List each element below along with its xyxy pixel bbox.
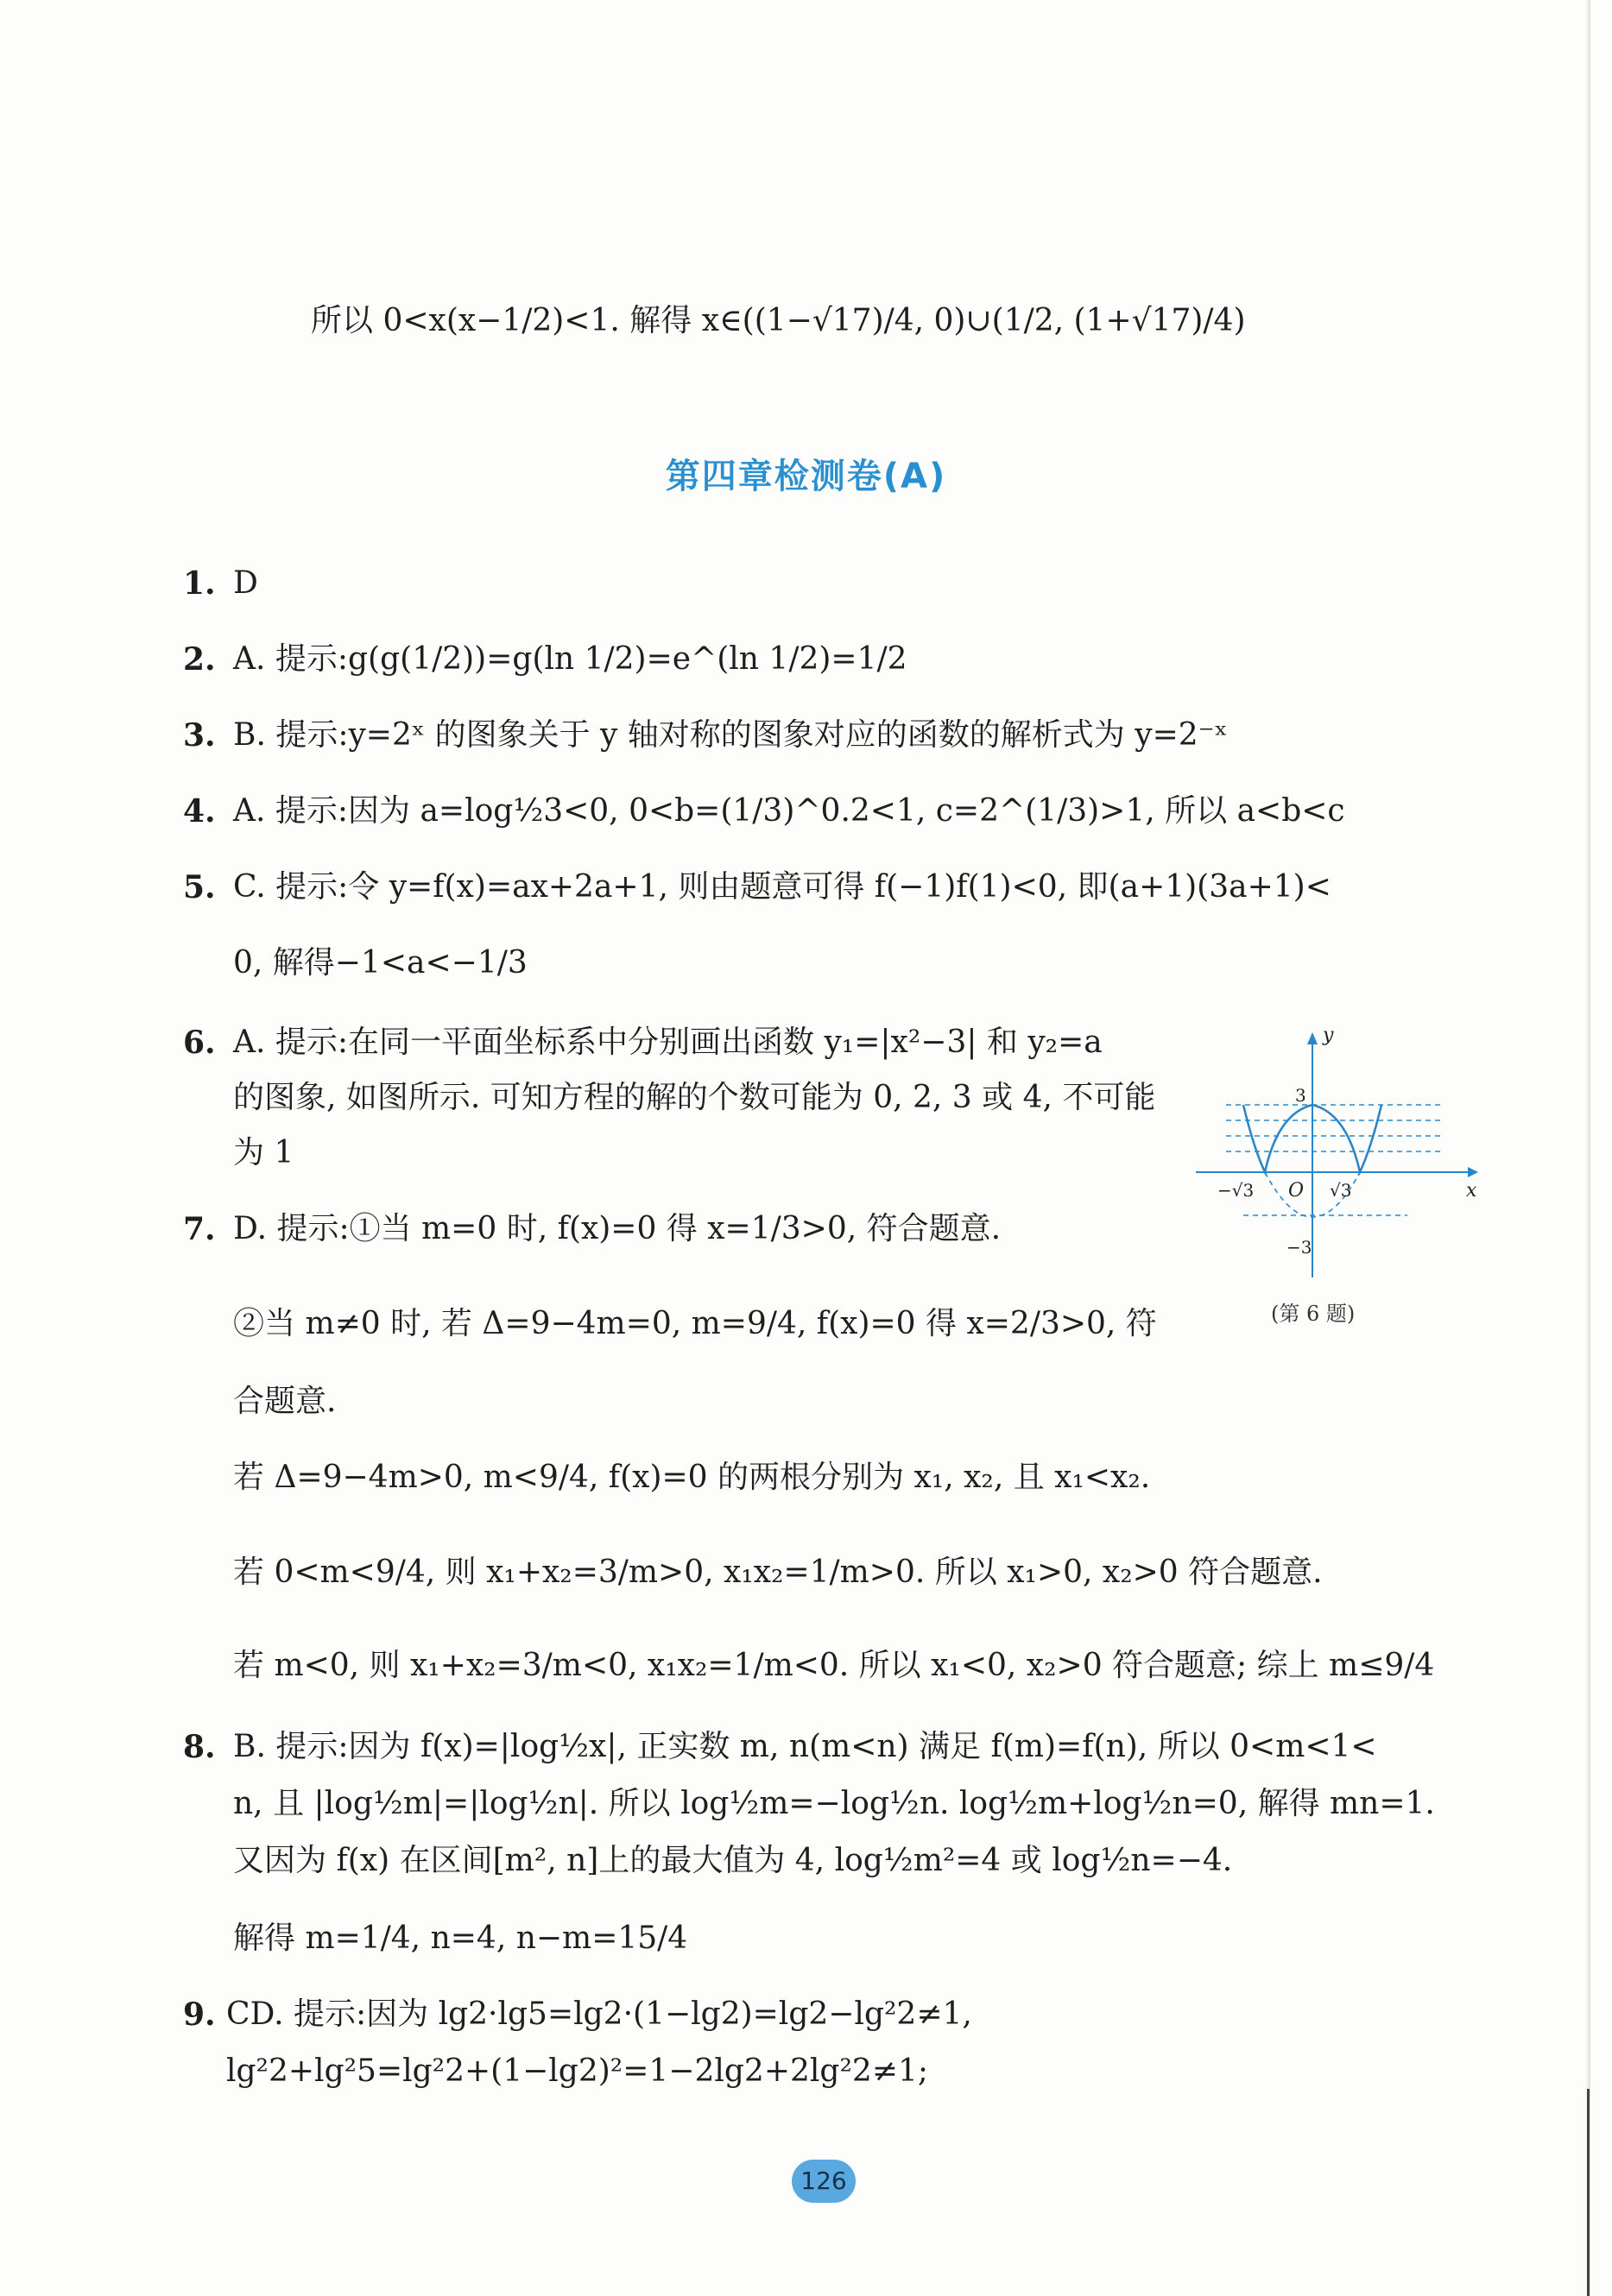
item-number: 3. bbox=[183, 717, 216, 754]
x-axis-label: x bbox=[1466, 1180, 1477, 1202]
item-7-line-6: 若 m<0, 则 x₁+x₂=3/m<0, x₁x₂=1/m<0. 所以 x₁<0, x₂>0 符合题意; 综上 m≤9/4 bbox=[233, 1648, 1435, 1683]
continuation-line: 所以 0<x(x−1/2)<1. 解得 x∈((1−√17)/4, 0)∪(1/2, (1+√17)/4) bbox=[311, 303, 1246, 338]
item-number: 9. bbox=[183, 1996, 216, 2033]
item-3-line-1: B. 提示:y=2ˣ 的图象关于 y 轴对称的图象对应的函数的解析式为 y=2⁻ˣ bbox=[233, 717, 1228, 753]
item-number: 5. bbox=[183, 869, 216, 905]
item-number: 8. bbox=[183, 1729, 216, 1765]
function-graph-figure bbox=[1192, 1019, 1485, 1303]
y-axis-label: y bbox=[1323, 1025, 1334, 1046]
binding-edge-line bbox=[1587, 2089, 1590, 2296]
item-2-line-1: A. 提示:g(g(1/2))=g(ln 1/2)=e^(ln 1/2)=1/2 bbox=[233, 641, 907, 677]
item-1-line-1: D bbox=[233, 565, 258, 601]
item-number: 6. bbox=[183, 1025, 216, 1061]
item-6-line-2: 的图象, 如图所示. 可知方程的解的个数可能为 0, 2, 3 或 4, 不可能 bbox=[233, 1080, 1156, 1115]
item-7-line-2: ②当 m≠0 时, 若 Δ=9−4m=0, m=9/4, f(x)=0 得 x=2/3>0, 符 bbox=[233, 1306, 1157, 1341]
x-axis-arrow bbox=[1468, 1167, 1478, 1177]
item-number: 2. bbox=[183, 641, 216, 678]
item-7-line-3: 合题意. bbox=[233, 1384, 337, 1419]
section-title: 第四章检测卷(A) bbox=[665, 457, 947, 496]
origin-label: O bbox=[1288, 1180, 1305, 1202]
item-7-line-5: 若 0<m<9/4, 则 x₁+x₂=3/m>0, x₁x₂=1/m>0. 所以 x₁>0, x₂>0 符合题意. bbox=[233, 1555, 1323, 1590]
figure-caption: (第 6 题) bbox=[1271, 1302, 1356, 1326]
item-6-line-3: 为 1 bbox=[233, 1135, 294, 1170]
y-axis-arrow bbox=[1307, 1032, 1318, 1044]
item-6-line-1: A. 提示:在同一平面坐标系中分别画出函数 y₁=|x²−3| 和 y₂=a bbox=[233, 1025, 1103, 1060]
item-8-line-4: 解得 m=1/4, n=4, n−m=15/4 bbox=[233, 1921, 688, 1956]
item-5-line-1: C. 提示:令 y=f(x)=ax+2a+1, 则由题意可得 f(−1)f(1)<0, 即(a+1)(3a+1)< bbox=[233, 869, 1331, 905]
page-number: 126 bbox=[792, 2160, 856, 2203]
item-4-line-1: A. 提示:因为 a=log½3<0, 0<b=(1/3)^0.2<1, c=2^(1/3)>1, 所以 a<b<c bbox=[233, 793, 1345, 829]
item-9-line-2: lg²2+lg²5=lg²2+(1−lg2)²=1−2lg2+2lg²2≠1; bbox=[226, 2053, 928, 2089]
item-8-line-2: n, 且 |log½m|=|log½n|. 所以 log½m=−log½n. log½m+log½n=0, 解得 mn=1. bbox=[233, 1786, 1435, 1821]
three-label: 3 bbox=[1295, 1085, 1306, 1106]
neg-sqrt3-label: −√3 bbox=[1217, 1180, 1255, 1201]
pos-sqrt3-label: √3 bbox=[1330, 1180, 1352, 1201]
item-5-line-2: 0, 解得−1<a<−1/3 bbox=[233, 945, 528, 981]
neg-three-label: −3 bbox=[1286, 1237, 1312, 1258]
item-8-line-3: 又因为 f(x) 在区间[m², n]上的最大值为 4, log½m²=4 或 log½n=−4. bbox=[233, 1843, 1233, 1878]
item-number: 1. bbox=[183, 565, 216, 602]
item-7-line-4: 若 Δ=9−4m>0, m<9/4, f(x)=0 的两根分别为 x₁, x₂, 且 x₁<x₂. bbox=[233, 1460, 1151, 1495]
item-9-line-1: CD. 提示:因为 lg2·lg5=lg2·(1−lg2)=lg2−lg²2≠1, bbox=[226, 1996, 972, 2032]
page-edge-shadow bbox=[1585, 0, 1590, 2296]
item-number: 7. bbox=[183, 1211, 216, 1247]
item-7-line-1: D. 提示:①当 m=0 时, f(x)=0 得 x=1/3>0, 符合题意. bbox=[233, 1211, 1002, 1246]
item-number: 4. bbox=[183, 793, 216, 829]
item-8-line-1: B. 提示:因为 f(x)=|log½x|, 正实数 m, n(m<n) 满足 f(m)=f(n), 所以 0<m<1< bbox=[233, 1729, 1377, 1764]
